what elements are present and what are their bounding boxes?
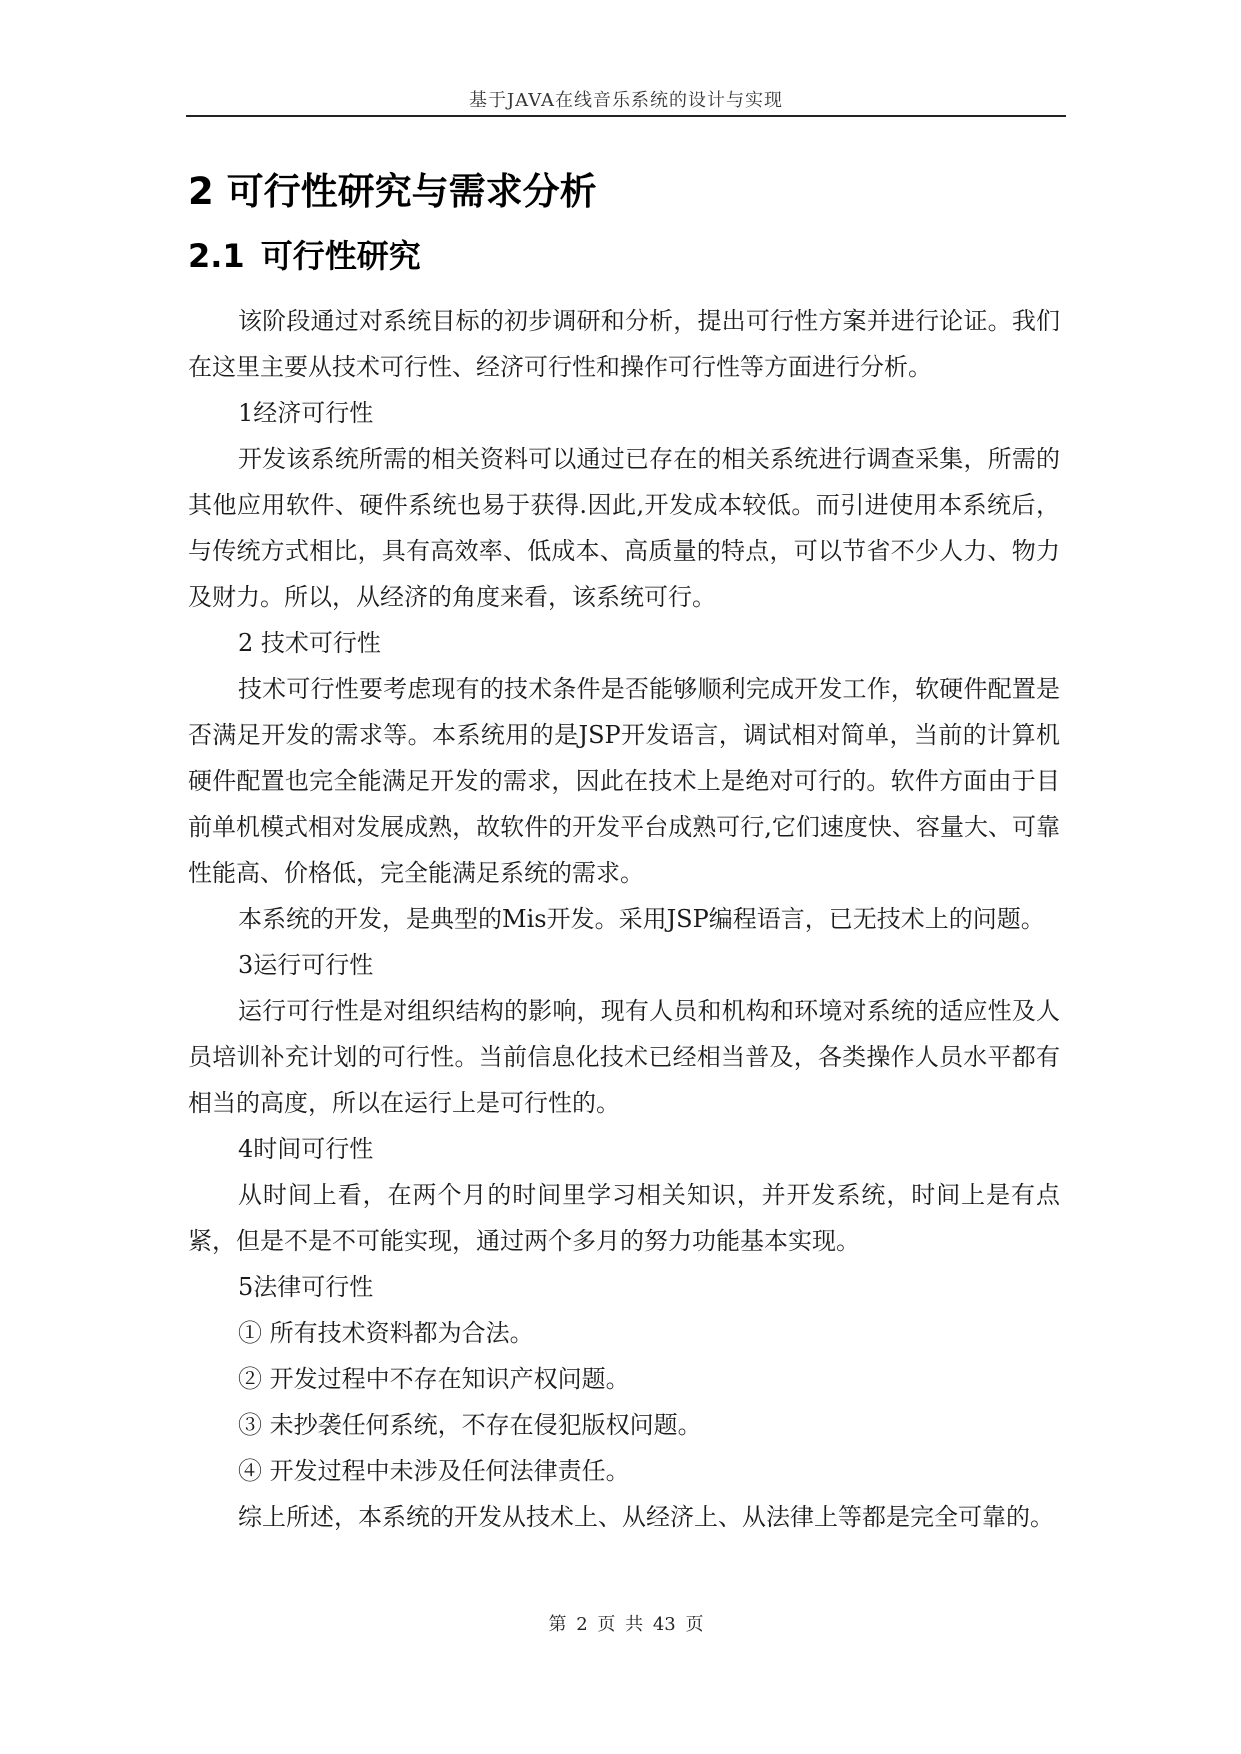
subheading-legal: 5法律可行性 <box>238 1273 374 1301</box>
subheading-time: 4时间可行性 <box>238 1135 374 1163</box>
paragraph-economic: 开发该系统所需的相关资料可以通过已存在的相关系统进行调查采集，所需的其他应用软件、硬件系统也易于获得.因此,开发成本较低。而引进使用本系统后，与传统方式相比，具有高效率、低成本、高质量的特点，可以节省不少人力、物力及财力。所以，从经济的角度来看，该系统可行。 <box>188 445 1060 611</box>
paragraph-summary: 综上所述，本系统的开发从技术上、从经济上、从法律上等都是完全可靠的。 <box>238 1503 1054 1531</box>
subheading-economic: 1经济可行性 <box>238 399 374 427</box>
header-rule <box>186 115 1066 117</box>
subheading-technical: 2 技术可行性 <box>238 629 381 657</box>
paragraph-technical: 技术可行性要考虑现有的技术条件是否能够顺利完成开发工作，软硬件配置是否满足开发的需求等。本系统用的是JSP开发语言，调试相对简单，当前的计算机硬件配置也完全能满足开发的需求，因此在技术上是绝对可行的。软件方面由于目前单机模式相对发展成熟，故软件的开发平台成熟可行,它们速度快、容量大、可靠性能高、价格低，完全能满足系统的需求。 <box>188 675 1060 887</box>
subheading-operational: 3运行可行性 <box>238 951 374 979</box>
paragraph-operational: 运行可行性是对组织结构的影响，现有人员和机构和环境对系统的适应性及人员培训补充计划的可行性。当前信息化技术已经相当普及，各类操作人员水平都有相当的高度，所以在运行上是可行性的。 <box>188 997 1060 1117</box>
list-item-legal-3: ③ 未抄袭任何系统，不存在侵犯版权问题。 <box>238 1411 702 1439</box>
section-title-text: 可行性研究 <box>260 237 421 275</box>
chapter-title: 2 可行性研究与需求分析 <box>188 170 597 213</box>
section-title <box>188 234 421 278</box>
list-item-legal-1: ① 所有技术资料都为合法。 <box>238 1319 534 1347</box>
paragraph-intro: 该阶段通过对系统目标的初步调研和分析，提出可行性方案并进行论证。我们在这里主要从技术可行性、经济可行性和操作可行性等方面进行分析。 <box>188 307 1060 381</box>
page-footer: 第 2 页 共 43 页 <box>548 1614 704 1635</box>
paragraph-time: 从时间上看，在两个月的时间里学习相关知识，并开发系统，时间上是有点紧，但是不是不可能实现，通过两个多月的努力功能基本实现。 <box>188 1181 1060 1255</box>
running-header: 基于JAVA在线音乐系统的设计与实现 <box>468 90 784 111</box>
list-item-legal-4: ④ 开发过程中未涉及任何法律责任。 <box>238 1457 630 1485</box>
section-number: 2.1 <box>188 237 245 275</box>
body-text <box>188 298 1060 1540</box>
paragraph-technical-mis: 本系统的开发，是典型的Mis开发。采用JSP编程语言，已无技术上的问题。 <box>238 905 1045 933</box>
list-item-legal-2: ② 开发过程中不存在知识产权问题。 <box>238 1365 630 1393</box>
